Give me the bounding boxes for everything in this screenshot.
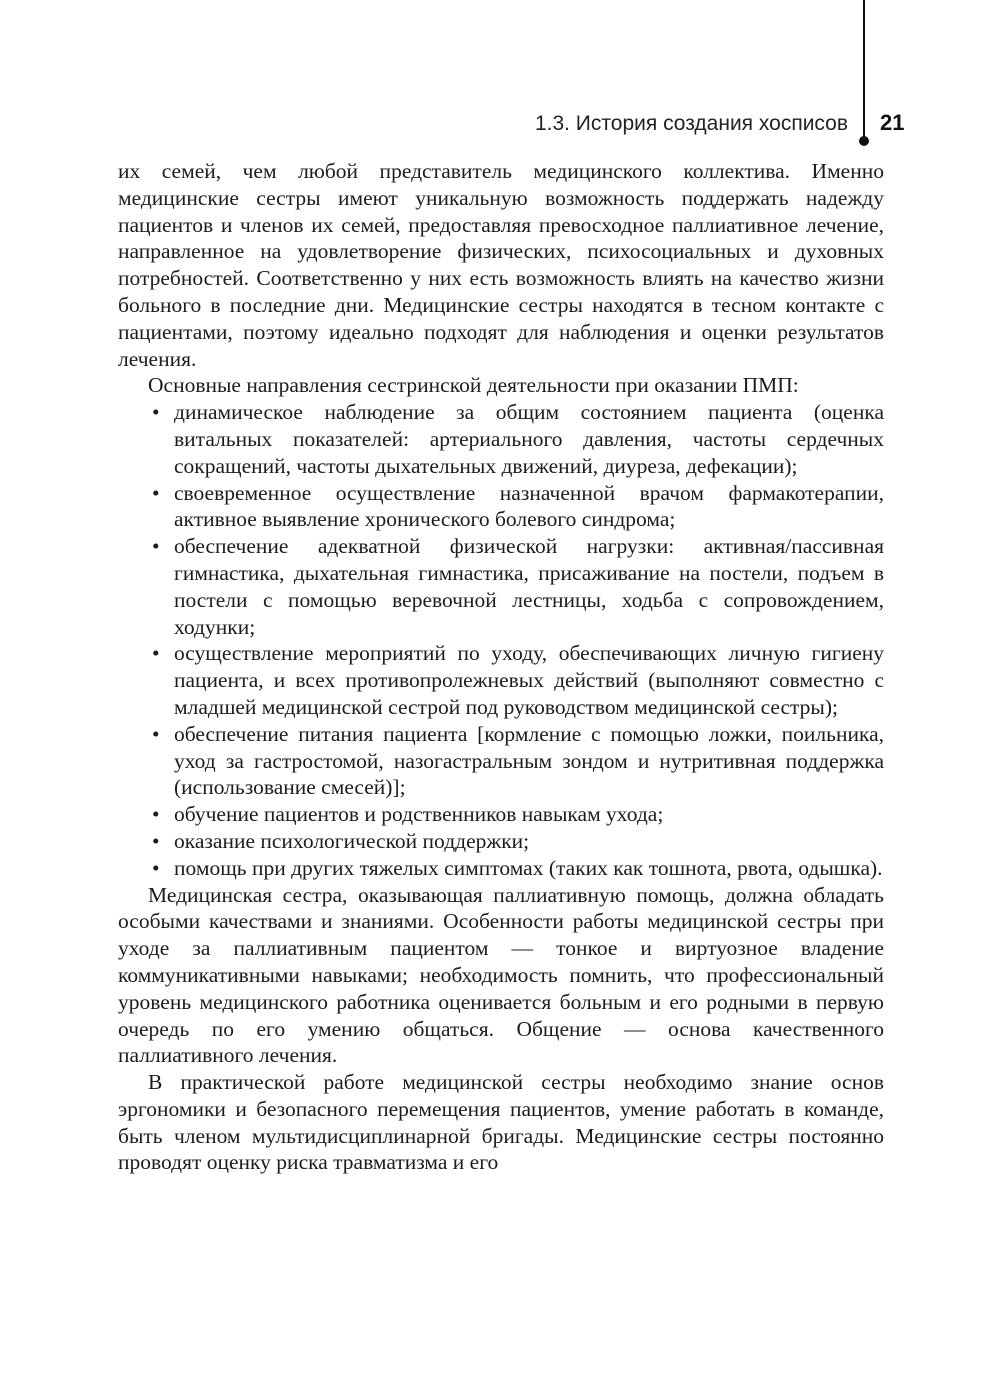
bullet-icon: • bbox=[152, 641, 160, 666]
running-title: 1.3. История создания хосписов bbox=[534, 112, 848, 135]
list-item-text: осуществление мероприятий по уходу, обеспечивающих личную гигиену пациента, и всех противопролежневых действий (выполняют совместно с младшей медицинской сестрой под руководством медицинской сестры); bbox=[174, 641, 884, 719]
paragraph-2: Основные направления сестринской деятельности при оказании ПМП: bbox=[148, 373, 799, 398]
list-item bbox=[118, 480, 884, 534]
bullet-icon: • bbox=[152, 400, 160, 425]
list-item bbox=[118, 721, 884, 801]
list-item-text: своевременное осуществление назначенной врачом фармакотерапии, активное выявление хронического болевого синдрома; bbox=[174, 480, 884, 532]
paragraph-1: их семей, чем любой представитель медицинского коллектива. Именно медицинские сестры имеют уникальную возможность поддержать надежду пациентов и членов их семей, предоставляя превосходное паллиативное лечение, направленное на удовлетворение физических, психосоциальных и духовных потребностей. Соответственно у них есть возможность влиять на качество жизни больного в последние дни. Медицинские сестры находятся в тесном контакте с пациентами, поэтому идеально подходят для наблюдения и оценки результатов лечения. bbox=[118, 159, 884, 371]
list-item-text: помощь при других тяжелых симптомах (таких как тошнота, рвота, одышка). bbox=[174, 855, 883, 880]
page-number: 21 bbox=[880, 110, 905, 135]
nursing-activities-list bbox=[118, 399, 884, 881]
list-item bbox=[118, 399, 884, 479]
header-vertical-rule bbox=[863, 0, 865, 140]
bullet-icon: • bbox=[152, 855, 160, 880]
list-item bbox=[118, 801, 884, 828]
list-item-text: динамическое наблюдение за общим состоянием пациента (оценка витальных показателей: артериального давления, частоты сердечных сокращений, частоты дыхательных движений, диуреза, дефекации); bbox=[174, 400, 884, 478]
list-item bbox=[118, 828, 884, 855]
bullet-icon: • bbox=[152, 721, 160, 746]
header-rule-dot bbox=[859, 136, 869, 146]
paragraph-4: В практической работе медицинской сестры необходимо знание основ эргономики и безопасного перемещения пациентов, умение работать в команде, быть членом мультидисциплинарной бригады. Медицинские сестры постоянно проводят оценку риска травматизма и его bbox=[118, 1070, 884, 1175]
bullet-icon: • bbox=[152, 534, 160, 559]
list-item bbox=[118, 533, 884, 640]
paragraph-3: Медицинская сестра, оказывающая паллиативную помощь, должна обладать особыми качествами и знаниями. Особенности работы медицинской сестры при уходе за паллиативным пациентом — тонкое и виртуозное владение коммуникативными навыками; необходимость помнить, что профессиональный уровень медицинского работника оценивается больным и его родными в первую очередь по его умению общаться. Общение — основа качественного паллиативного лечения. bbox=[118, 882, 884, 1068]
list-item bbox=[118, 855, 884, 882]
list-item-text: обеспечение адекватной физической нагрузки: активная/пассивная гимнастика, дыхательная гимнастика, присаживание на постели, подъем в постели с помощью веревочной лестницы, ходьба с сопровождением, ходунки; bbox=[174, 534, 884, 639]
list-item bbox=[118, 640, 884, 720]
list-item-text: обучение пациентов и родственников навыкам ухода; bbox=[174, 802, 664, 827]
list-item-text: обеспечение питания пациента [кормление с помощью ложки, поильника, уход за гастростомой, назогастральным зондом и нутритивная поддержка (использование смесей)]; bbox=[174, 721, 884, 800]
bullet-icon: • bbox=[152, 828, 160, 853]
list-item-text: оказание психологической поддержки; bbox=[174, 828, 530, 853]
bullet-icon: • bbox=[152, 480, 160, 505]
body-text bbox=[118, 158, 884, 1176]
bullet-icon: • bbox=[152, 802, 160, 827]
